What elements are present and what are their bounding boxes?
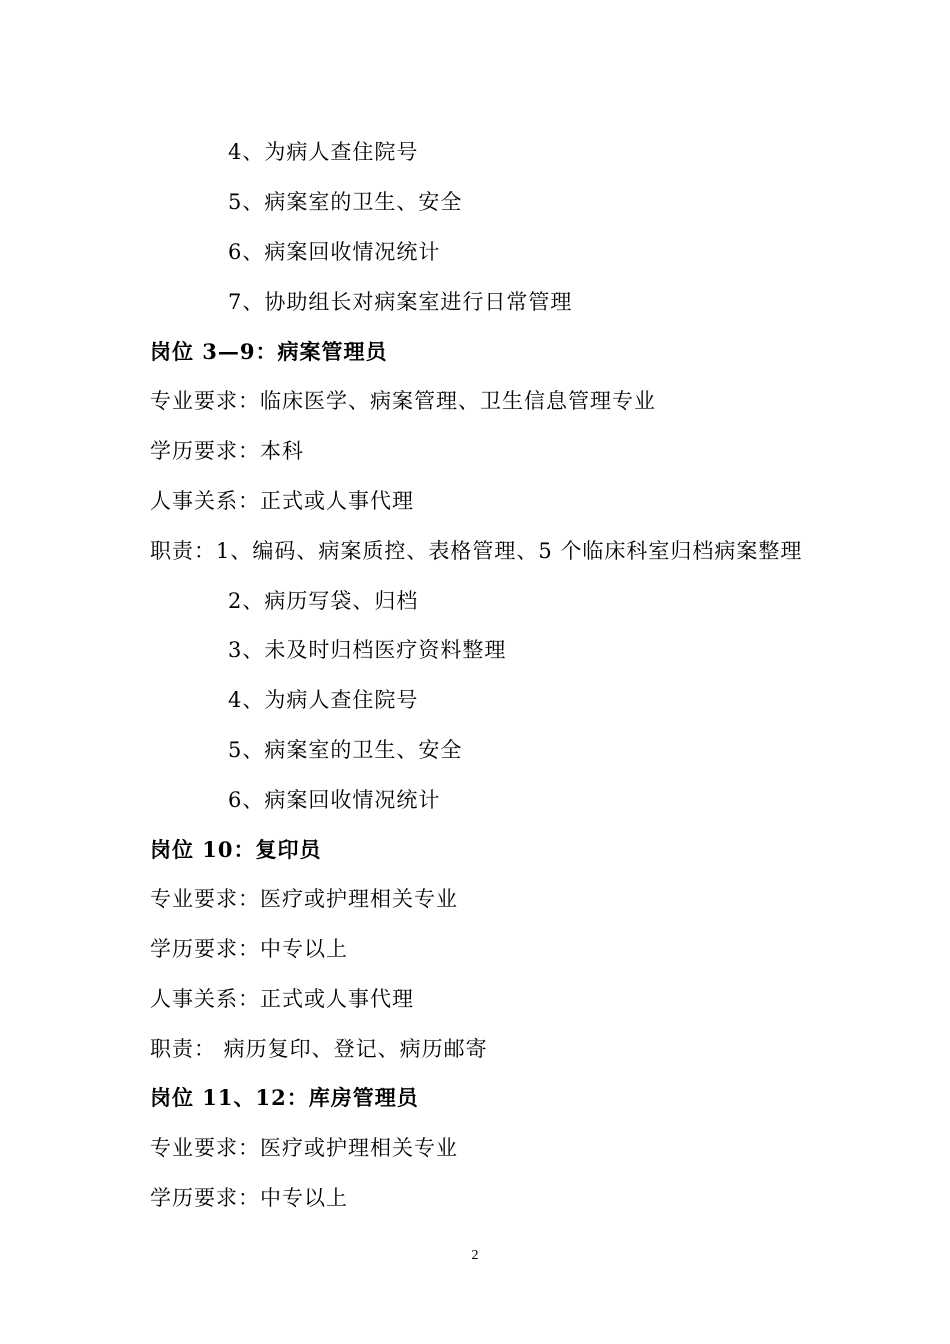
personnel-relation: 人事关系：正式或人事代理 bbox=[150, 489, 414, 513]
education-requirement: 学历要求：本科 bbox=[150, 439, 304, 463]
duty-item: 4、为病人查住院号 bbox=[228, 140, 419, 164]
section-heading-post-11-12: 岗位 11、12：库房管理员 bbox=[150, 1085, 419, 1110]
duty-item: 2、病历写袋、归档 bbox=[228, 589, 419, 613]
duty-item: 5、病案室的卫生、安全 bbox=[228, 738, 463, 762]
major-requirement: 专业要求：医疗或护理相关专业 bbox=[150, 887, 458, 911]
duty-item: 7、协助组长对病案室进行日常管理 bbox=[228, 290, 573, 314]
page-number: 2 bbox=[471, 1248, 479, 1263]
major-requirement: 专业要求：临床医学、病案管理、卫生信息管理专业 bbox=[150, 389, 656, 413]
education-requirement: 学历要求：中专以上 bbox=[150, 1186, 348, 1210]
duty-item: 6、病案回收情况统计 bbox=[228, 240, 441, 264]
major-requirement: 专业要求：医疗或护理相关专业 bbox=[150, 1136, 458, 1160]
education-requirement: 学历要求：中专以上 bbox=[150, 937, 348, 961]
duty-item: 3、未及时归档医疗资料整理 bbox=[228, 638, 507, 662]
duty-item: 4、为病人查住院号 bbox=[228, 688, 419, 712]
section-heading-post-10: 岗位 10：复印员 bbox=[150, 837, 322, 862]
duties-first-line: 职责： 病历复印、登记、病历邮寄 bbox=[150, 1037, 488, 1061]
personnel-relation: 人事关系：正式或人事代理 bbox=[150, 987, 414, 1011]
duty-item: 6、病案回收情况统计 bbox=[228, 788, 441, 812]
duty-item: 5、病案室的卫生、安全 bbox=[228, 190, 463, 214]
section-heading-post-3-9: 岗位 3—9：病案管理员 bbox=[150, 339, 388, 364]
duties-first-line: 职责：1、编码、病案质控、表格管理、5 个临床科室归档病案整理 bbox=[150, 539, 803, 563]
